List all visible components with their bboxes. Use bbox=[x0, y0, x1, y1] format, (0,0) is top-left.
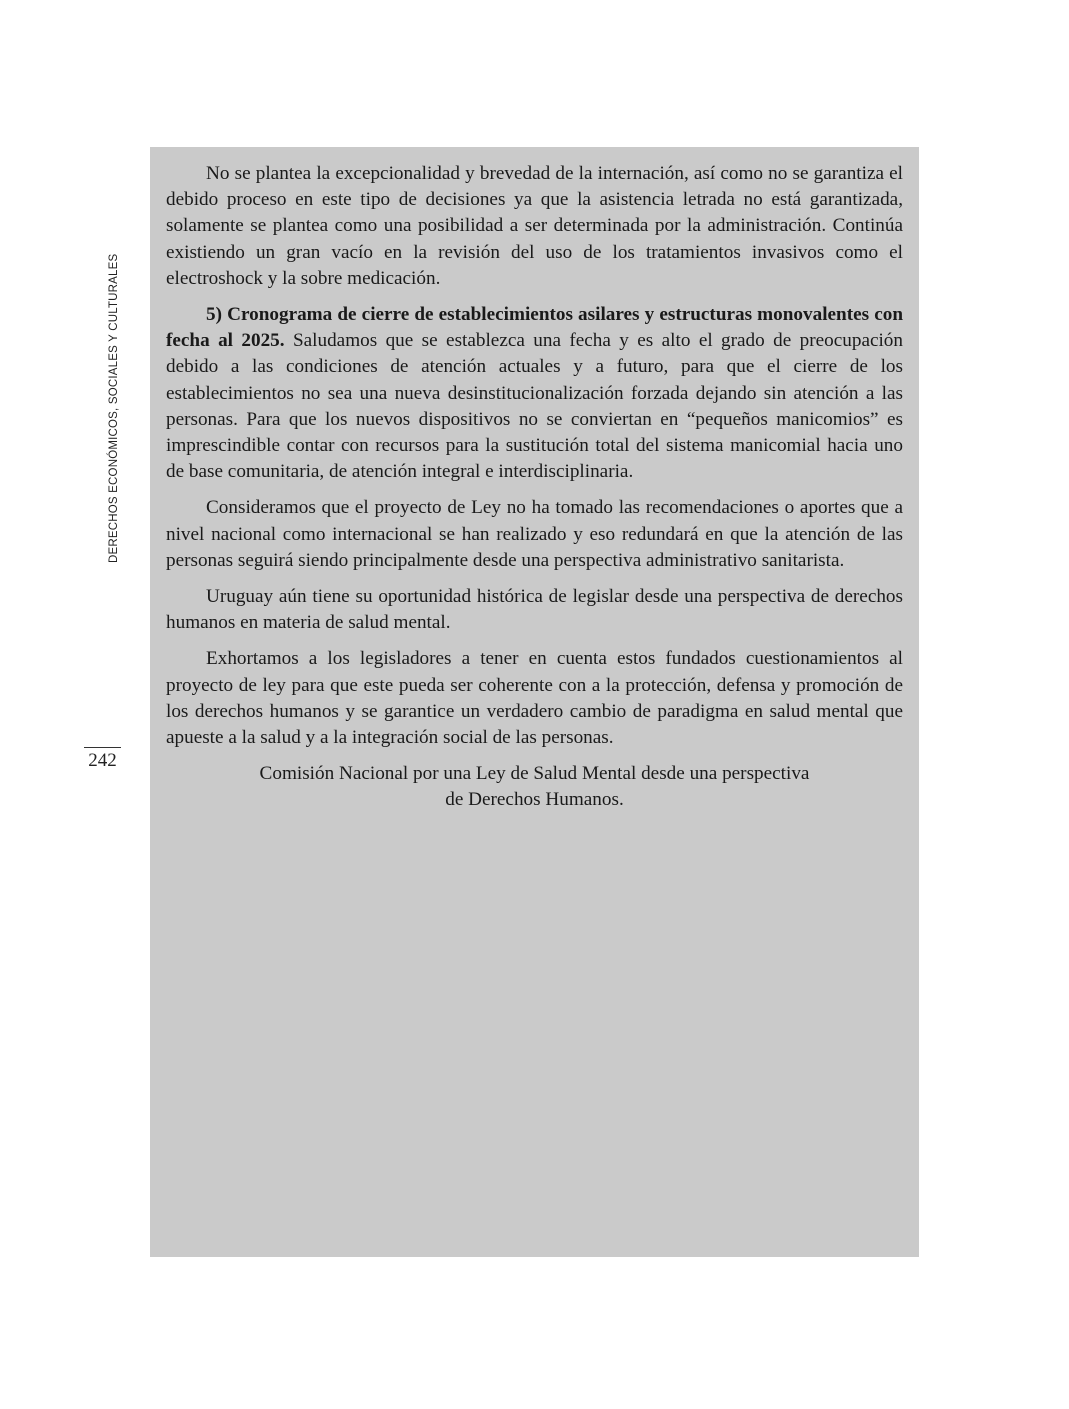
paragraph-4-text: Uruguay aún tiene su oportunidad histórica de legislar desde una perspectiva de derechos humanos en materia de salud mental. bbox=[166, 586, 903, 634]
paragraph-5-text: Exhortamos a los legisladores a tener en cuenta estos fundados cuestionamientos al proyecto de ley para que este pueda ser coherente con a la protección, defensa y promoción de los derechos humanos y se garantice un verdadero cambio de paradigma en salud mental que apueste a la salud y a la integración social de las personas. bbox=[166, 648, 903, 749]
page-number: 242 bbox=[88, 750, 117, 771]
paragraph-2-heading: 5) Cronograma de cierre de establecimientos asilares y estructuras monovalentes con fecha al 2025. bbox=[166, 304, 903, 352]
paragraph-1 bbox=[166, 161, 903, 292]
paragraph-3 bbox=[166, 495, 903, 574]
paragraph-3-text: Consideramos que el proyecto de Ley no ha tomado las recomendaciones o aportes que a nivel nacional como internacional se han realizado y eso redundará en que la atención de las personas seguirá siendo principalmente desde una perspectiva administrativo sanitarista. bbox=[166, 497, 903, 571]
paragraph-5 bbox=[166, 646, 903, 751]
running-header: DERECHOS ECONÓMICOS, SOCIALES Y CULTURALES bbox=[108, 253, 120, 563]
paragraph-4 bbox=[166, 584, 903, 636]
paragraph-1-text: No se plantea la excepcionalidad y brevedad de la internación, así como no se garantiza el debido proceso en este tipo de decisiones ya que la asistencia letrada no está garantizada, solamente se plantea como una posibilidad a ser determinada por la administración. Continúa existiendo un gran vacío en la revisión del uso de los tratamientos invasivos como el electroshock y la sobre medicación. bbox=[166, 163, 903, 289]
paragraph-2 bbox=[166, 302, 903, 485]
signature bbox=[166, 761, 903, 813]
signature-line-2: de Derechos Humanos. bbox=[445, 789, 624, 811]
signature-line-1: Comisión Nacional por una Ley de Salud Mental desde una perspectiva bbox=[259, 763, 810, 785]
shaded-content-box bbox=[150, 147, 919, 1257]
page-number-rule bbox=[84, 747, 121, 748]
paragraph-2-text: Saludamos que se establezca una fecha y es alto el grado de preocupación debido a las condiciones de atención actuales y a futuro, para que el cierre de los establecimientos no sea una nueva desinstitucionalización forzada dejando sin atención a las personas. Para que los nuevos dispositivos no se conviertan en “pequeños manicomios” es imprescindible contar con recursos para la sustitución total del sistema manicomial hacia uno de base comunitaria, de atención integral e interdisciplinaria. bbox=[166, 330, 903, 483]
